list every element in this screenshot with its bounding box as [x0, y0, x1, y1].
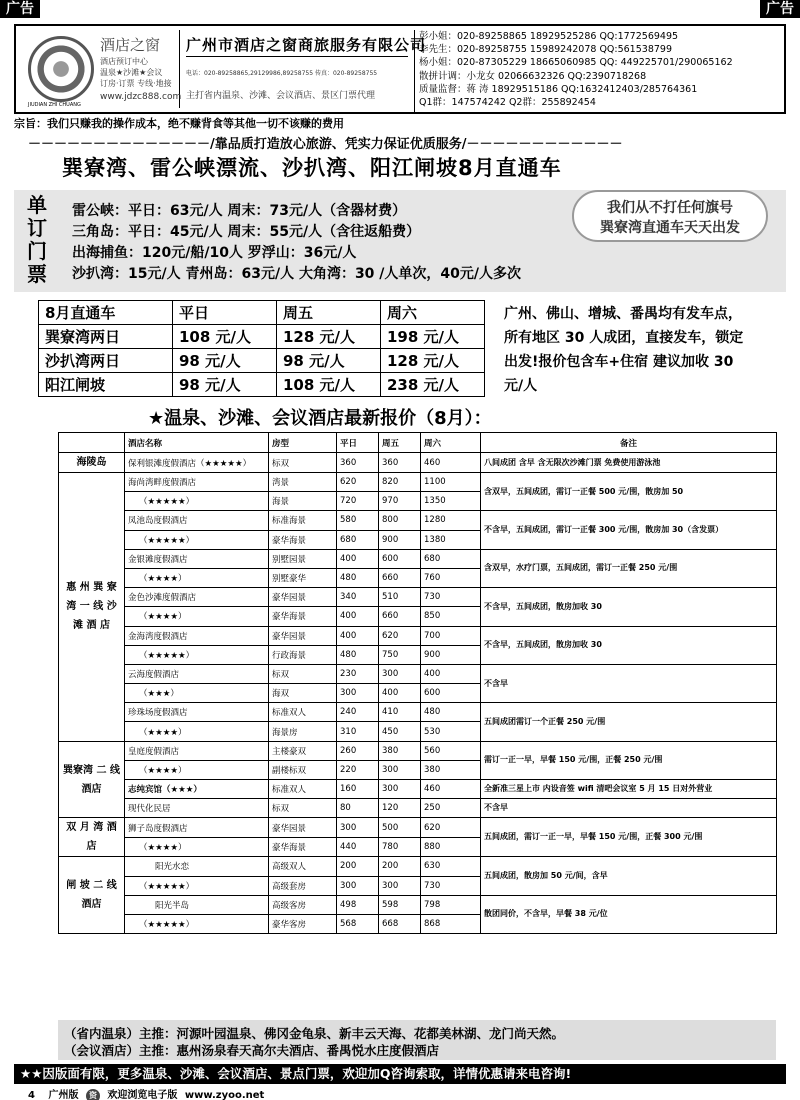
- price-cell: 530: [421, 722, 481, 741]
- price-cell: 600: [379, 549, 421, 568]
- price-cell: 160: [337, 780, 379, 799]
- price-cell: 850: [421, 607, 481, 626]
- room-type-cell: 高级客房: [269, 895, 337, 914]
- ticket-label-char: 订: [27, 216, 47, 240]
- price-cell: 480: [421, 703, 481, 722]
- hotel-stars-cell: （★★★★）: [125, 722, 269, 741]
- table-header-cell: 周六: [421, 433, 481, 453]
- table-cell: 98 元/人: [173, 373, 277, 397]
- price-cell: 800: [379, 511, 421, 530]
- room-type-cell: 副楼标双: [269, 760, 337, 779]
- contact-row: 质量监督：蒋 涛 18929515186 QQ:1632412403/285764361: [419, 83, 698, 95]
- contact-row: 杨小姐：020-87305229 18665060985 QQ: 449225701/290065162: [419, 57, 733, 69]
- note-cell: 需订一正一早，早餐 150 元/围，正餐 250 元/围: [481, 741, 777, 779]
- table-header-cell: 平日: [173, 301, 277, 325]
- table-row: [59, 626, 777, 645]
- price-cell: 880: [421, 837, 481, 857]
- hotel-stars-cell: （★★★★★）: [125, 530, 269, 549]
- ticket-label-char: 门: [27, 239, 47, 263]
- price-cell: 580: [337, 511, 379, 530]
- table-cell: 阳江闸坡: [39, 373, 173, 397]
- table-header-cell: 房型: [269, 433, 337, 453]
- table-cell: 128 元/人: [277, 325, 381, 349]
- table-row: [59, 818, 777, 838]
- room-type-cell: 豪华海景: [269, 607, 337, 626]
- room-type-cell: 海双: [269, 684, 337, 703]
- price-cell: 440: [337, 837, 379, 857]
- hotel-name-cell: 阳光半岛: [125, 895, 269, 914]
- hotel-stars-cell: （★★★★）: [125, 568, 269, 587]
- price-cell: 820: [379, 473, 421, 492]
- room-type-cell: 标准双人: [269, 703, 337, 722]
- logo-box: [20, 30, 180, 108]
- note-cell: 不含早，五间成团，散房加收 30: [481, 588, 777, 626]
- hotel-name-cell: 狮子岛度假酒店: [125, 818, 269, 838]
- room-type-cell: 高级套房: [269, 876, 337, 895]
- price-cell: 1280: [421, 511, 481, 530]
- ticket-label-char: 票: [27, 262, 47, 286]
- hotel-section-title: ★温泉、沙滩、会议酒店最新报价（8月）：: [148, 408, 492, 429]
- price-cell: 868: [421, 914, 481, 933]
- price-cell: 400: [379, 684, 421, 703]
- contact-list: [414, 30, 784, 112]
- price-cell: 620: [421, 818, 481, 838]
- ticket-line: 三角岛：平日：45元/人 周末：55元/人（含往返船费）: [72, 224, 421, 240]
- price-cell: 260: [337, 741, 379, 760]
- room-type-cell: 豪华园景: [269, 588, 337, 607]
- price-cell: 620: [337, 473, 379, 492]
- price-cell: 360: [379, 453, 421, 473]
- table-cell: 巽寮湾两日: [39, 325, 173, 349]
- price-cell: 1350: [421, 492, 481, 511]
- logo-emblem-icon: [28, 36, 94, 102]
- room-type-cell: 豪华园景: [269, 818, 337, 838]
- price-cell: 750: [379, 645, 421, 664]
- note-cell: 五间成团需订一个正餐 250 元/围: [481, 703, 777, 741]
- footer-url[interactable]: www.zyoo.net: [184, 1090, 265, 1100]
- contact-row: 散拼计调：小龙女 02066632326 QQ:2390718268: [419, 70, 647, 82]
- price-cell: 900: [379, 530, 421, 549]
- price-cell: 450: [379, 722, 421, 741]
- price-cell: 300: [337, 684, 379, 703]
- ticket-label: [24, 194, 50, 286]
- table-row: [39, 325, 485, 349]
- company-phones: 电话：020-89258865,29129986,89258755 传真：020-89258755: [186, 70, 378, 77]
- note-cell: 不含早，五间成团，需订一正餐 300 元/围，散房加 30（含发票）: [481, 511, 777, 549]
- ad-label-left: 广告: [0, 0, 40, 18]
- region-cell: 双 月 湾 酒店: [59, 818, 125, 857]
- price-cell: 1380: [421, 530, 481, 549]
- table-cell: 238 元/人: [381, 373, 485, 397]
- bubble-line: 我们从不打任何旗号: [607, 200, 733, 216]
- note-cell: 八间成团 含早 含无限次沙滩门票 免费使用游泳池: [481, 453, 777, 473]
- price-cell: 200: [337, 857, 379, 876]
- logo-seal-text: JIUDIAN ZHI CHUANG: [28, 102, 81, 108]
- note-cell: 五间成团，需订一正一早，早餐 150 元/围，正餐 300 元/围: [481, 818, 777, 857]
- table-row: [59, 703, 777, 722]
- price-cell: 780: [379, 837, 421, 857]
- table-row: [59, 453, 777, 473]
- table-row: [59, 549, 777, 568]
- price-cell: 680: [421, 549, 481, 568]
- slogan: －－－－－－－－－－－－－－/靠品质打造放心旅游、凭实力保证优质服务/－－－－－－－－－－－－: [28, 137, 623, 152]
- region-cell: 海陵岛: [59, 453, 125, 473]
- table-row: [59, 588, 777, 607]
- note-cell: 散团同价，不含早，早餐 38 元/位: [481, 895, 777, 933]
- hotel-stars-cell: （★★★★★）: [125, 492, 269, 511]
- promo-line: （省内温泉）主推：河源叶园温泉、佛冈金龟泉、新丰云天海、花都美林湖、龙门尚天然。: [64, 1026, 565, 1041]
- room-type-cell: 高级双人: [269, 857, 337, 876]
- price-cell: 410: [379, 703, 421, 722]
- room-type-cell: 别墅园景: [269, 549, 337, 568]
- price-cell: 680: [337, 530, 379, 549]
- hotel-stars-cell: （★★★★）: [125, 837, 269, 857]
- footer: [28, 1086, 264, 1100]
- price-cell: 80: [337, 799, 379, 818]
- price-cell: 300: [337, 876, 379, 895]
- table-row: [59, 799, 777, 818]
- hotel-stars-cell: （★★★★）: [125, 760, 269, 779]
- hotel-name-cell: 凤池岛度假酒店: [125, 511, 269, 530]
- table-header-row: [59, 433, 777, 453]
- price-cell: 970: [379, 492, 421, 511]
- ticket-line: 沙扒湾：15元/人 青州岛：63元/人 大角湾：30 /人单次，40元/人多次: [72, 266, 522, 282]
- hotel-name-cell: 珍珠场度假酒店: [125, 703, 269, 722]
- hotel-name-cell: 现代化民居: [125, 799, 269, 818]
- promo-bubble: [572, 190, 768, 242]
- price-cell: 300: [379, 760, 421, 779]
- table-row: [59, 895, 777, 914]
- table-row: [59, 473, 777, 492]
- header-box: [14, 24, 786, 114]
- hotel-name-cell: 金银滩度假酒店: [125, 549, 269, 568]
- price-cell: 340: [337, 588, 379, 607]
- logo-line2: 温泉★沙滩★会议: [100, 68, 163, 77]
- note-cell: 五间成团，散房加 50 元/间，含早: [481, 857, 777, 895]
- table-row: [39, 373, 485, 397]
- note-cell: 全新准三星上市 内设音签 wifi 清吧会议室 5 月 15 日对外营业: [481, 780, 777, 799]
- room-type-cell: 标双: [269, 799, 337, 818]
- note-cell: 不含早: [481, 799, 777, 818]
- footer-text: 欢迎浏览电子版: [107, 1090, 178, 1100]
- price-cell: 400: [421, 664, 481, 683]
- table-row: [59, 780, 777, 799]
- price-cell: 730: [421, 588, 481, 607]
- note-cell: 含双早，五间成团，需订一正餐 500 元/围，散房加 50: [481, 473, 777, 511]
- price-cell: 380: [379, 741, 421, 760]
- hotel-stars-cell: （★★★★★）: [125, 645, 269, 664]
- hotel-name-cell: 云海度假酒店: [125, 664, 269, 683]
- hotel-name-cell: 志纯宾馆（★★★）: [125, 780, 269, 799]
- hotel-name-cell: 阳光水恋: [125, 857, 269, 876]
- table-header-cell: 酒店名称: [125, 433, 269, 453]
- room-type-cell: 豪华客房: [269, 914, 337, 933]
- price-cell: 230: [337, 664, 379, 683]
- price-cell: 568: [337, 914, 379, 933]
- table-row: [59, 511, 777, 530]
- edition: 广州版: [48, 1090, 79, 1100]
- promo-line: （会议酒店）主推：惠州汤泉春天高尔夫酒店、番禺悦水庄度假酒店: [64, 1043, 440, 1058]
- region-cell: 巽寮湾 二 线 酒店: [59, 741, 125, 818]
- note-cell: 不含早，五间成团，散房加收 30: [481, 626, 777, 664]
- logo-url[interactable]: www.jdzc888.com: [100, 92, 182, 102]
- hotel-price-table: [58, 432, 777, 934]
- table-cell: 108 元/人: [277, 373, 381, 397]
- table-row: [59, 857, 777, 876]
- price-cell: 598: [379, 895, 421, 914]
- room-type-cell: 标双: [269, 453, 337, 473]
- price-cell: 400: [337, 626, 379, 645]
- price-cell: 600: [421, 684, 481, 703]
- price-cell: 480: [337, 568, 379, 587]
- hotel-name-cell: 金海湾度假酒店: [125, 626, 269, 645]
- company-name: 广州市酒店之窗商旅服务有限公司: [186, 36, 427, 54]
- price-cell: 300: [379, 780, 421, 799]
- price-cell: 120: [379, 799, 421, 818]
- room-type-cell: 豪华园景: [269, 626, 337, 645]
- table-header-cell: 周五: [277, 301, 381, 325]
- contact-row: 李先生：020-89258755 15989242078 QQ:561538799: [419, 44, 672, 56]
- price-cell: 660: [379, 568, 421, 587]
- ticket-label-char: 单: [27, 193, 47, 217]
- price-cell: 220: [337, 760, 379, 779]
- contact-row: 彭小姐：020-89258865 18929525286 QQ:1772569495: [419, 31, 679, 42]
- price-cell: 700: [421, 626, 481, 645]
- price-cell: 300: [379, 876, 421, 895]
- price-cell: 668: [379, 914, 421, 933]
- logo-line3: 订房·订票 专线·地接: [100, 79, 172, 88]
- hotel-stars: （★★★★★）: [196, 458, 252, 469]
- note-cell: 不含早: [481, 664, 777, 702]
- company-business: 主打省内温泉、沙滩、会议酒店、景区门票代理: [186, 91, 376, 101]
- table-row: [39, 301, 485, 325]
- company-divider: [186, 56, 408, 57]
- price-cell: 630: [421, 857, 481, 876]
- price-cell: 500: [379, 818, 421, 838]
- price-cell: 498: [337, 895, 379, 914]
- region-cell: 闸 坡 二 线酒店: [59, 857, 125, 934]
- price-cell: 240: [337, 703, 379, 722]
- ticket-line: 雷公峡：平日：63元/人 周末：73元/人（含器材费）: [72, 203, 407, 219]
- logo-line1: 酒店预订中心: [100, 57, 148, 66]
- hotel-stars-cell: （★★★★）: [125, 607, 269, 626]
- hotel-stars-cell: （★★★★★）: [125, 914, 269, 933]
- table-header-cell: 周五: [379, 433, 421, 453]
- price-cell: 400: [337, 607, 379, 626]
- page-title: 巽寮湾、雷公峡漂流、沙扒湾、阳江闸坡8月直通车: [62, 156, 562, 180]
- logo-brand: 酒店之窗: [100, 36, 161, 54]
- table-cell: 98 元/人: [173, 349, 277, 373]
- bottom-banner: ★★因版面有限，更多温泉、沙滩、会议酒店、景点门票，欢迎加Q咨询索取，详情优惠请来电咨询!: [14, 1064, 786, 1084]
- motto: 宗旨：我们只赚我的操作成本，绝不赚背食等其他一切不该赚的费用: [14, 117, 344, 130]
- contact-row: Q1群：147574242 Q2群：255892454: [419, 97, 596, 109]
- room-type-cell: 标双: [269, 664, 337, 683]
- room-type-cell: 豪华海景: [269, 530, 337, 549]
- room-type-cell: 海景房: [269, 722, 337, 741]
- page-number: 4: [28, 1090, 35, 1100]
- price-cell: 360: [337, 453, 379, 473]
- price-cell: 460: [421, 453, 481, 473]
- price-cell: 480: [337, 645, 379, 664]
- room-type-cell: 主楼豪双: [269, 741, 337, 760]
- note-cell: 含双早，水疗门票，五间成团，需订一正餐 250 元/围: [481, 549, 777, 587]
- table-cell: 198 元/人: [381, 325, 485, 349]
- price-cell: 310: [337, 722, 379, 741]
- hotel-stars-cell: （★★★★★）: [125, 876, 269, 895]
- express-table: [38, 300, 485, 397]
- ticket-line: 出海捕鱼：120元/船/10人 罗浮山：36元/人: [72, 245, 357, 261]
- table-cell: 沙扒湾两日: [39, 349, 173, 373]
- table-header-cell: 8月直通车: [39, 301, 173, 325]
- table-row: [59, 741, 777, 760]
- room-type-cell: 别墅豪华: [269, 568, 337, 587]
- price-cell: 460: [421, 780, 481, 799]
- table-header-cell: 备注: [481, 433, 777, 453]
- room-type-cell: 海景: [269, 492, 337, 511]
- ad-label-right: 广告: [760, 0, 800, 18]
- price-cell: 300: [337, 818, 379, 838]
- region-cell: 惠 州 巽 寮 湾 一 线 沙 滩 酒 店: [59, 473, 125, 742]
- table-header-cell: 平日: [337, 433, 379, 453]
- hotel-name-cell: 金色沙滩度假酒店: [125, 588, 269, 607]
- price-cell: 560: [421, 741, 481, 760]
- price-cell: 760: [421, 568, 481, 587]
- room-type-cell: 标准海景: [269, 511, 337, 530]
- promo-box: [58, 1020, 776, 1060]
- room-type-cell: 豪华海景: [269, 837, 337, 857]
- table-row: [39, 349, 485, 373]
- table-header-cell: [59, 433, 125, 453]
- price-cell: 798: [421, 895, 481, 914]
- table-cell: 108 元/人: [173, 325, 277, 349]
- price-cell: 400: [337, 549, 379, 568]
- price-cell: 660: [379, 607, 421, 626]
- bubble-line: 巽寮湾直通车天天出发: [600, 220, 740, 236]
- room-type-cell: 行政海景: [269, 645, 337, 664]
- price-cell: 620: [379, 626, 421, 645]
- price-cell: 250: [421, 799, 481, 818]
- table-header-cell: 周六: [381, 301, 485, 325]
- price-cell: 200: [379, 857, 421, 876]
- table-cell: 128 元/人: [381, 349, 485, 373]
- express-note: 广州、佛山、增城、番禺均有发车点，所有地区 30 人成团，直接发车，锁定出发!报价包含车+住宿 建议加收 30 元/人: [504, 306, 744, 394]
- room-type-cell: 湾景: [269, 473, 337, 492]
- hotel-name-cell: 海尚湾畔度假酒店: [125, 473, 269, 492]
- price-cell: 1100: [421, 473, 481, 492]
- footer-badge-icon: 资: [86, 1089, 100, 1100]
- price-cell: 900: [421, 645, 481, 664]
- hotel-name-cell: 皇庭度假酒店: [125, 741, 269, 760]
- price-cell: 510: [379, 588, 421, 607]
- price-cell: 720: [337, 492, 379, 511]
- price-cell: 380: [421, 760, 481, 779]
- price-cell: 730: [421, 876, 481, 895]
- table-row: [59, 664, 777, 683]
- price-cell: 300: [379, 664, 421, 683]
- hotel-stars-cell: （★★★）: [125, 684, 269, 703]
- hotel-name-cell: 保利银滩度假酒店（★★★★★）: [125, 453, 269, 473]
- table-cell: 98 元/人: [277, 349, 381, 373]
- room-type-cell: 标准双人: [269, 780, 337, 799]
